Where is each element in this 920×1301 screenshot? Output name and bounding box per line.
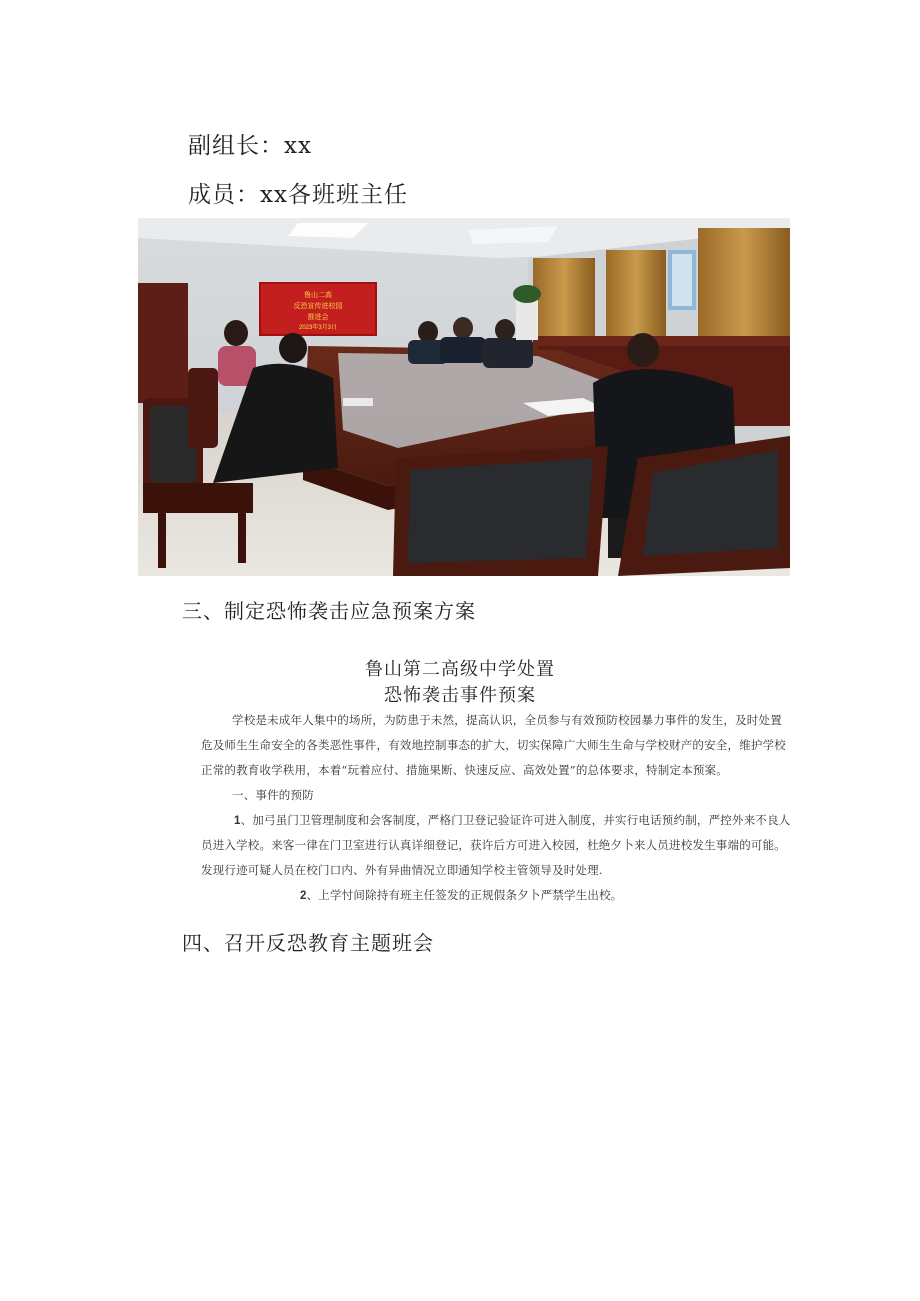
plan-title-line-2: 恐怖袭击事件预案 [384,685,536,706]
section-4-heading: 四、召开反恐教育主题班会 [182,931,434,955]
item-2-number: 2 [300,890,307,902]
section-3-heading: 三、制定恐怖袭击应急预案方案 [182,599,476,623]
item-1-line-3: 发现行迹可疑人员在校门口内、外有异曲情况立即通知学校主管领导及时处理. [201,863,603,877]
para1-line-2: 危及师生生命安全的各类恶性事件，有效地控制事态的扩大，切实保障广大师生生命与学校财产的安全，维护学校 [201,738,786,752]
item-1-number: 1 [234,815,241,827]
item-2-text: 、上学忖间除持有班主任签发的正规假条夕卜严禁学生出校。 [306,888,623,902]
para1-line-3: 正常的教育收学秩用，本着“玩着应付、措施果断、快速反应、高效处置”的总体要求，特制定本预案。 [201,763,728,777]
meeting-photo [138,218,790,576]
item-2-line [300,887,623,903]
para1-line-1: 学校是未成年人集中的场所，为防患于未然，提高认识，全员参与有效预防校园暴力事件的发生，及时处置 [232,713,782,727]
plan-title-line-1: 鲁山第二高级中学处置 [365,659,555,680]
sub-heading-prevention: 一、事件的预防 [232,788,314,802]
item-1-line-1 [234,812,791,828]
members-line: 成员：xx各班班主任 [188,182,408,208]
screen-line-1: 鲁山二高 [304,292,332,299]
vice-leader-line: 副组长：xx [188,133,312,159]
item-1-text: 、加弓虽门卫管理制度和会客制度，严格门卫登记验证许可进入制度，并实行电话预约制，严控外来不良人 [240,813,791,827]
screen-line-4: 2023年3月3日 [298,325,338,331]
screen-line-3: 推进会 [307,314,329,321]
screen-line-2: 反恐宣传进校园 [293,303,343,310]
item-1-line-2: 员进入学校。来客一律在门卫室进行认真详细登记，获许后方可进入校园，杜绝夕卜来人员进校发生事端的可能。 [201,838,786,852]
